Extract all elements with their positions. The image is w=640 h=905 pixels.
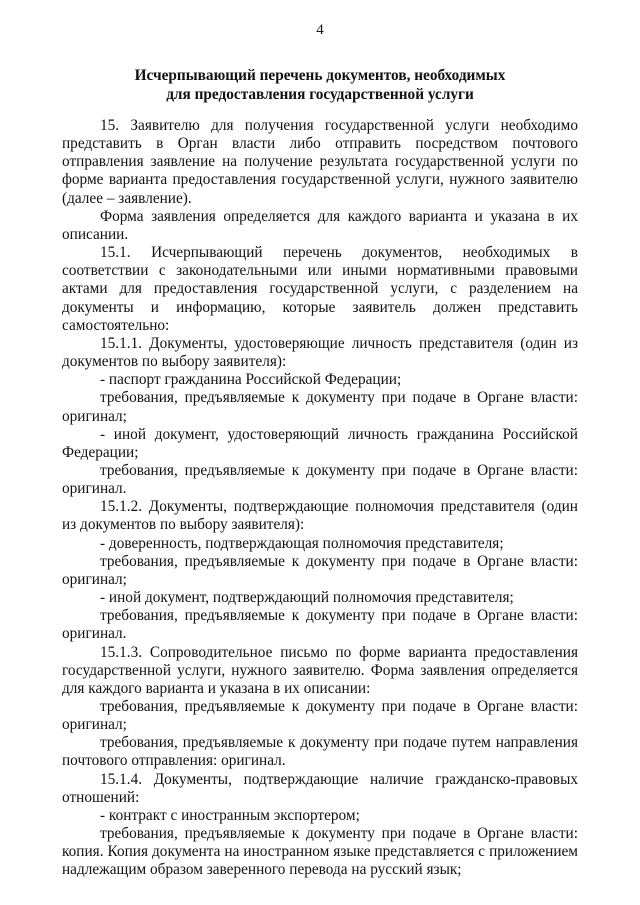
requirements-text: требования, предъявляемые к документу при подаче в Органе власти: оригинал; — [62, 552, 578, 588]
section-heading — [62, 66, 578, 104]
paragraph-15-1-1: 15.1.1. Документы, удостоверяющие личность представителя (один из документов по выбору заявителя): — [62, 334, 578, 371]
paragraph-form: Форма заявления определяется для каждого варианта и указана в их описании. — [62, 207, 578, 243]
paragraph-15: 15. Заявителю для получения государственной услуги необходимо представить в Орган власти либо отправить посредством почтового отправления заявление на получение результата государственной услуги по форме варианта предоставления государственной услуги, нужного заявителю (далее – заявление). — [62, 117, 578, 207]
list-item-other-id: - иной документ, удостоверяющий личность гражданина Российской Федерации; — [62, 425, 578, 461]
requirements-text: требования, предъявляемые к документу при подаче в Органе власти: оригинал. — [62, 607, 578, 643]
list-item-passport: - паспорт гражданина Российской Федерации; — [100, 371, 402, 389]
requirements-text: требования, предъявляемые к документу при подаче в Органе власти: оригинал. — [62, 461, 578, 498]
requirements-text: требования, предъявляемые к документу при подаче в Органе власти: оригинал; — [62, 389, 578, 425]
requirements-text-copy: требования, предъявляемые к документу при подаче в Органе власти: копия. Копия документа на иностранном языке представляется с приложением надлежащим образом заверенного перевода на русский язык; — [62, 825, 578, 879]
paragraph-15-1-3: 15.1.3. Сопроводительное письмо по форме варианта предоставления государственной услуги, нужного заявителю. Форма заявления определяется для каждого варианта и указана в их описании: — [62, 643, 578, 697]
page-number: 4 — [316, 22, 324, 38]
paragraph-15-1-4: 15.1.4. Документы, подтверждающие наличие гражданско-правовых отношений: — [62, 770, 578, 806]
requirements-text: требования, предъявляемые к документу при подаче в Органе власти: оригинал; — [62, 698, 578, 734]
requirements-text-mail: требования, предъявляемые к документу при подаче путем направления почтового отправления: оригинал. — [62, 734, 578, 770]
heading-line-1: Исчерпывающий перечень документов, необходимых — [134, 67, 506, 84]
document-body — [62, 117, 578, 880]
list-item-contract: - контракт с иностранным экспортером; — [100, 806, 360, 824]
heading-line-2: для предоставления государственной услуги — [166, 86, 474, 103]
paragraph-15-1: 15.1. Исчерпывающий перечень документов, необходимых в соответствии с законодательными или иными нормативными правовыми актами для предоставления государственной услуги, с разделением на документы и информацию, которые заявитель должен представить самостоятельно: — [62, 244, 578, 334]
paragraph-15-1-2: 15.1.2. Документы, подтверждающие полномочия представителя (один из документов по выбору заявителя): — [62, 498, 578, 534]
list-item-power-of-attorney: - доверенность, подтверждающая полномочия представителя; — [100, 534, 504, 552]
list-item-other-authority-doc: - иной документ, подтверждающий полномочия представителя; — [100, 589, 514, 607]
